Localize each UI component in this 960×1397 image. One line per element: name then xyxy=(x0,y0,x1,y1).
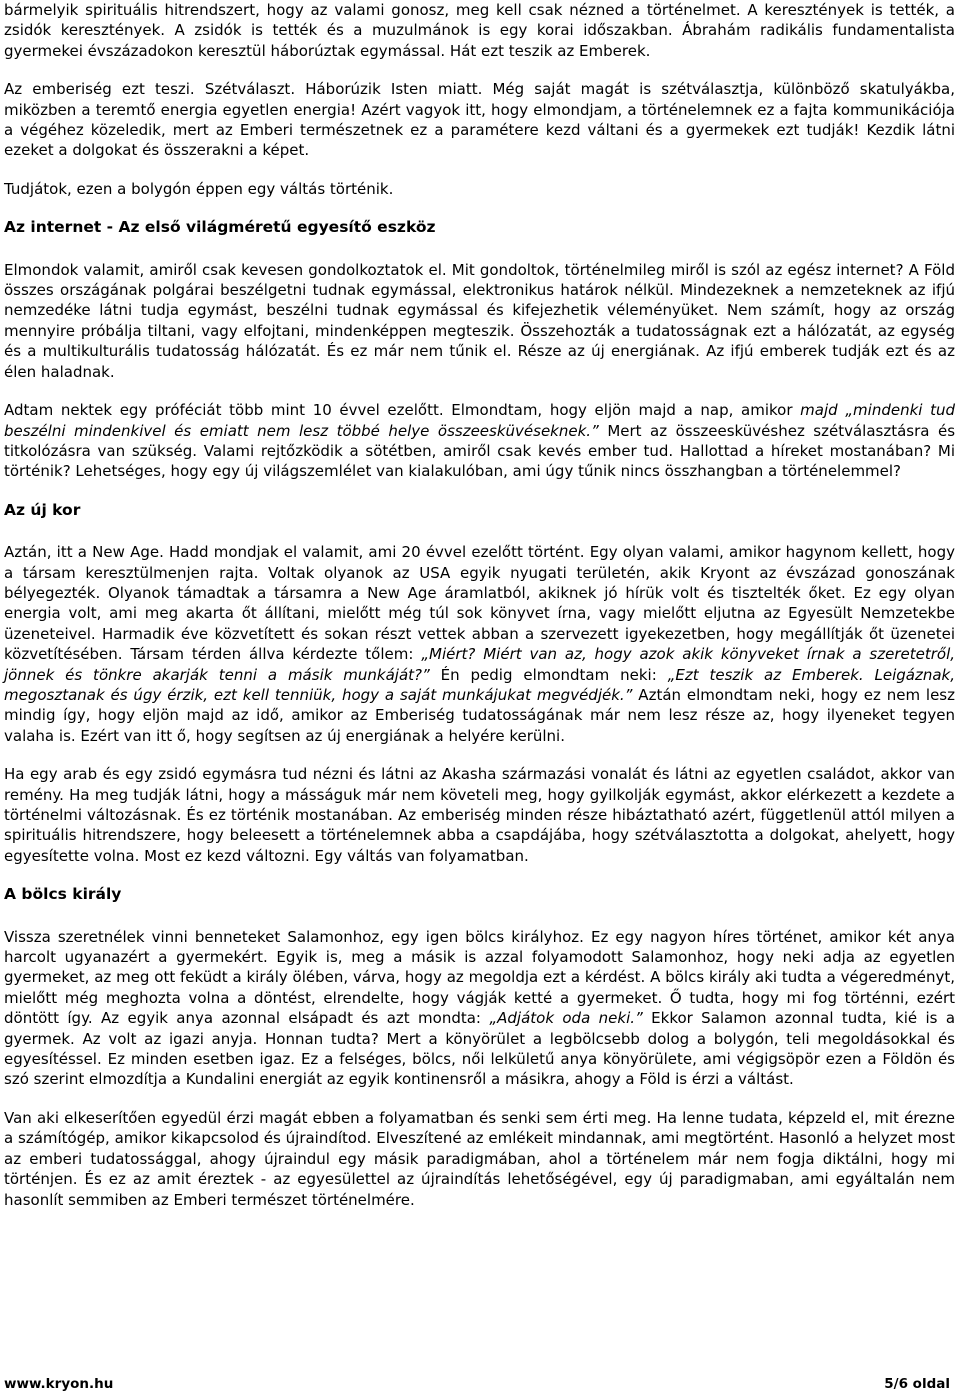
paragraph-text: Vissza szeretnélek vinni benneteket Salamonhoz, egy igen bölcs királyhoz. Ez egy nagyon híres történet, amikor két anya harcolt ugyanazért a gyermekért. Egyik is, meg a másik is azzal folyamodott Salamonhoz, hogy neki adja az egyetlen gyermeket, az meg ott feküdt a király ölében, várva, hogy az megoldja ezt a kérdést. A bölcs király aki tudta a végeredményt, mielőtt még meghozta volna a döntést, elrendelte, hogy vágják ketté a gyermeket. Ő tudta, hogy mi fog történni, ezért döntött így. Az egyik anya azonnal elsápadt és azt mondta: xyxy=(4,927,955,1028)
italic-quote: „Adjátok oda neki.” xyxy=(489,1009,643,1028)
paragraph-text: Aztán elmondtam neki, hogy ez nem lesz mindig így, hogy eljön majd az idő, amikor az Emberiség tudatosságának már nem lesz része az, hogy ilyeneket tegyen valaha is. Ezért van itt ő, hogy segítsen az új energiának a helyére kerülni. xyxy=(4,685,955,745)
paragraph-text: Tudjátok, ezen a bolygón éppen egy váltás történik. xyxy=(4,179,394,198)
footer-website: www.kryon.hu xyxy=(4,1376,114,1392)
paragraph-text: Mert az összeesküvéshez szétválasztásra és titkolózásra van szükség. Valami rejtőzködik a sötétben, amiről csak kevés ember tud. Hallottad a híreket mostanában? Mi történik? Lehetséges, hogy egy új világszemlélet van kialakulóban, ami úgy tűnik nincs összhangban a történelemmel? xyxy=(4,421,956,481)
italic-quote: „Ezt teszik az Emberek. Leigáznak, megosztanak és úgy érzik, ezt kell tenniük, hogy a saját munkájukat megvédjék.” xyxy=(4,665,956,704)
italic-quote: majd „mindenki tud beszélni mindenkivel és emiatt nem lesz többé helye összeesküvéseknek.” xyxy=(4,401,956,440)
paragraph-text: Az emberiség ezt teszi. Szétválaszt. Háborúzik Isten miatt. Még saját magát is szétválasztja, különböző skatulyákba, miközben a teremtő energia egyetlen energia! Azért vagyok itt, hogy elmondjam, a történelemnek ez a fajta kommunikációja a végéhez közeledik, mert az Emberi természetnek ez a paramétere kezd váltani és a gyermekek ezt tudják! Kezdik látni ezeket a dolgokat és összerakni a képet. xyxy=(4,80,955,160)
paragraph-2 xyxy=(4,79,955,161)
document-page xyxy=(4,0,955,1228)
paragraph-8 xyxy=(4,927,955,1090)
footer-page-number: 5/6 oldal xyxy=(884,1376,950,1392)
paragraph-text: bármelyik spirituális hitrendszert, hogy az valami gonosz, meg kell csak nézned a történelmet. A keresztények is tették, a zsidók keresztények. A zsidók is tették és a muzulmánok is egy korai időszakban. Ábrahám radikális fundamentalista gyermekei évszázadokon keresztül háborúztak egymással. Hát ezt teszik az Emberek. xyxy=(4,1,955,60)
paragraph-text: Én pedig elmondtam neki: xyxy=(429,665,668,684)
paragraph-7 xyxy=(4,764,955,866)
paragraph-5 xyxy=(4,400,955,482)
italic-quote: „Miért? Miért van az, hogy azok akik könyveket írnak a szeretetről, jönnek és tönkre akarják tenni a másik munkáját?” xyxy=(4,645,956,684)
section-heading-internet: Az internet - Az első világméretű egyesítő eszköz xyxy=(4,218,436,237)
paragraph-text: Elmondok valamit, amiről csak kevesen gondolkoztatok el. Mit gondoltok, történelmileg miről is szól az egész internet? A Föld összes országának polgárai beszélgetni tudnak egymással, elektronikus határok nélkül. Mindezeknek a nemzeteknek az ifjú nemzedéke látni tudja egymást, beszélni tudnak egymással és kifejezhetik véleményüket. Nem számít, hogy az ország mennyire próbálja tiltani, vagy elfojtani, mindenképpen megteszik. Összehozták a tudatosságnak ezt a hálózatát, az egység és a multikulturális tudatosság hálózatát. És ez már nem tűnik el. Része az új energiának. Az ifjú emberek tudják ezt és az élen haladnak. xyxy=(4,260,955,381)
paragraph-text: Adtam nektek egy próféciát több mint 10 évvel ezelőtt. Elmondtam, hogy eljön majd a nap, amikor xyxy=(4,401,801,420)
paragraph-1 xyxy=(4,0,955,61)
section-heading-wise-king: A bölcs király xyxy=(4,885,122,904)
paragraph-text: Ekkor Salamon azonnal tudta, kié is a gyermek. Az volt az igazi anyja. Honnan tudta? Mert a könyörület a legbölcsebb dolog a bolygón, teli megoldásokkal és egyesítéssel. Ez minden esetben igaz. Ez a felséges, bölcs, női lelkületű anya könyörülete, ami végigsöpör ezen a Földön és szó szerint elmozdítja a Kundalini energiát az egyik kontinensről a másikra, ahogy a Föld is érzi a váltást. xyxy=(4,1009,956,1089)
paragraph-6 xyxy=(4,542,955,746)
paragraph-4 xyxy=(4,260,955,382)
paragraph-3 xyxy=(4,179,955,199)
section-heading-new-age: Az új kor xyxy=(4,500,81,519)
paragraph-text: Van aki elkeserítően egyedül érzi magát ebben a folyamatban és senki sem érti meg. Ha lenne tudata, képzeld el, mit érezne a számítógép, amikor kikapcsolod és újraindítod. Elveszítené az emlékeit mindannak, ami megtörtént. Hasonló a helyzet most az emberi tudatossággal, ahogy újraindul egy másik paradigmában, ahol a történelem már nem fogja diktálni, hogy mi történjen. És ez az amit éreztek - az egyesülettel az újraindítás lehetőségével, egy új paradigmaban, ami egyáltalán nem hasonlít semmiben az Emberi természet történelmére. xyxy=(4,1108,955,1209)
paragraph-text: Aztán, itt a New Age. Hadd mondjak el valamit, ami 20 évvel ezelőtt történt. Egy olyan valami, amikor hagynom kellett, hogy a társam keresztülmenjen rajta. Voltak olyanok az USA egyik nyugati területén, akik Kryont az évszázad gonoszának bélyegezték. Olyanok támadtak a társamra a New Age áramlatból, akiknek jó hírük volt és tisztelték őket. Ez egy olyan energia volt, ami meg akarta őt állítani, mielőtt még túl sok könyvet írna, vagy mielőtt eljutna az Egyesült Nemzetekbe üzeneteivel. Harmadik éve közvetített és sokan részt vettek abban a szervezett igyekezetben, hogy megállítják őt üzenetei közvetítésében. Társam térden állva kérdezte tőlem: xyxy=(4,543,955,664)
paragraph-9 xyxy=(4,1108,955,1210)
paragraph-text: Ha egy arab és egy zsidó egymásra tud nézni és látni az Akasha származási vonalát és látni az egyetlen családot, akkor van remény. Ha meg tudják látni, hogy a másságuk már nem követeli meg, hogy gyilkolják egymást, akkor elérkezett a kezdete a történelmi változásnak. És ez történik mostanában. Az emberiség minden része hibáztatható azért, függetlenül attól milyen a spirituális hitrendszere, hogy beleesett a történelemnek abba a csapdájába, hogy szétválasztotta a dolgokat, ahelyett, hogy egyesítette volna. Most ez kezd változni. Egy váltás van folyamatban. xyxy=(4,765,955,865)
